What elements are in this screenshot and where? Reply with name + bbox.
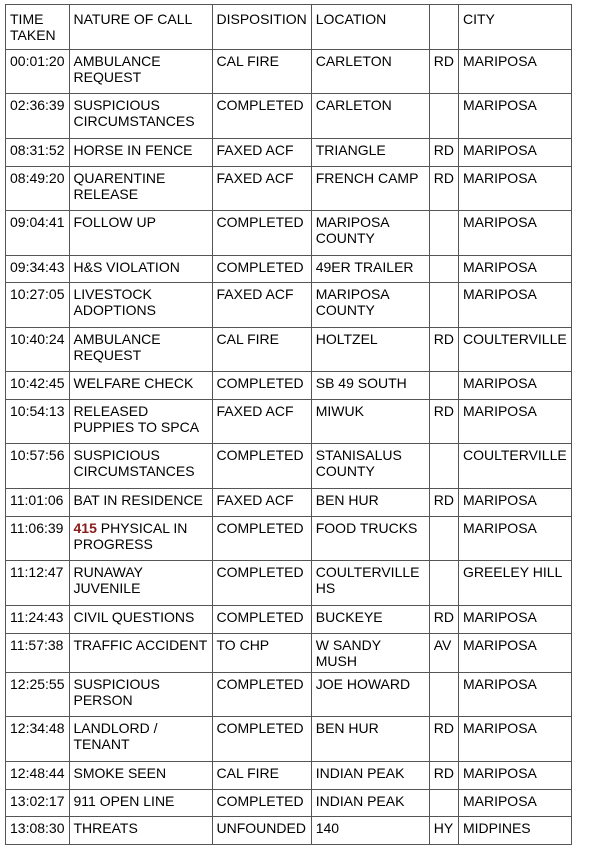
cell-city: MARIPOSA — [458, 211, 571, 256]
table-row — [6, 167, 572, 211]
cell-disposition: FAXED ACF — [212, 489, 311, 517]
cell-city: MARIPOSA — [458, 94, 571, 139]
table-row — [6, 517, 572, 561]
cell-time-taken: 10:27:05 — [6, 283, 70, 328]
header-city: CITY — [458, 5, 571, 50]
cell-time-taken: 12:48:44 — [6, 762, 70, 790]
table-row — [6, 790, 572, 817]
header-disposition: DISPOSITION — [212, 5, 311, 50]
table-row — [6, 762, 572, 790]
cell-nature-of-call: LIVESTOCK ADOPTIONS — [69, 283, 212, 328]
table-row — [6, 561, 572, 606]
cell-street-suffix — [429, 444, 458, 489]
table-row — [6, 673, 572, 717]
cell-location: COULTERVILLE HS — [311, 561, 429, 606]
table-row — [6, 328, 572, 372]
cell-nature-of-call: FOLLOW UP — [69, 211, 212, 256]
cell-time-taken: 11:12:47 — [6, 561, 70, 606]
cell-street-suffix — [429, 94, 458, 139]
cell-location: MARIPOSA COUNTY — [311, 283, 429, 328]
cell-nature-of-call: SUSPICIOUS PERSON — [69, 673, 212, 717]
cell-city: MARIPOSA — [458, 634, 571, 673]
cell-nature-of-call: SUSPICIOUS CIRCUMSTANCES — [69, 94, 212, 139]
table-row — [6, 50, 572, 94]
cell-time-taken: 11:01:06 — [6, 489, 70, 517]
header-time-taken: TIME TAKEN — [6, 5, 70, 50]
cell-location: SB 49 SOUTH — [311, 372, 429, 400]
nature-text: PHYSICAL IN PROGRESS — [73, 520, 188, 552]
cell-time-taken: 09:34:43 — [6, 256, 70, 283]
cell-time-taken: 09:04:41 — [6, 211, 70, 256]
cell-city: MARIPOSA — [458, 762, 571, 790]
cell-location: INDIAN PEAK — [311, 790, 429, 817]
cell-location: FRENCH CAMP — [311, 167, 429, 211]
cell-location: CARLETON — [311, 50, 429, 94]
table-row — [6, 372, 572, 400]
cell-location: W SANDY MUSH — [311, 634, 429, 673]
table-row — [6, 817, 572, 845]
cell-disposition: COMPLETED — [212, 256, 311, 283]
cell-location: 49ER TRAILER — [311, 256, 429, 283]
cell-street-suffix: AV — [429, 634, 458, 673]
cell-city: GREELEY HILL — [458, 561, 571, 606]
cell-disposition: COMPLETED — [212, 211, 311, 256]
cell-nature-of-call: AMBULANCE REQUEST — [69, 328, 212, 372]
cell-city: MARIPOSA — [458, 790, 571, 817]
cell-street-suffix: RD — [429, 400, 458, 444]
cell-city: MARIPOSA — [458, 489, 571, 517]
cell-street-suffix — [429, 790, 458, 817]
cell-city: MARIPOSA — [458, 717, 571, 762]
cell-location: STANISALUS COUNTY — [311, 444, 429, 489]
table-row — [6, 256, 572, 283]
call-log-table — [5, 4, 572, 845]
cell-disposition: CAL FIRE — [212, 762, 311, 790]
header-street-suffix — [429, 5, 458, 50]
cell-location: MIWUK — [311, 400, 429, 444]
table-row — [6, 717, 572, 762]
cell-time-taken: 11:24:43 — [6, 606, 70, 634]
table-row — [6, 400, 572, 444]
cell-location: TRIANGLE — [311, 139, 429, 167]
cell-city: MARIPOSA — [458, 139, 571, 167]
cell-nature-of-call: H&S VIOLATION — [69, 256, 212, 283]
header-location: LOCATION — [311, 5, 429, 50]
cell-street-suffix: RD — [429, 717, 458, 762]
cell-disposition: CAL FIRE — [212, 328, 311, 372]
table-row — [6, 444, 572, 489]
cell-street-suffix — [429, 211, 458, 256]
cell-street-suffix — [429, 517, 458, 561]
header-row — [6, 5, 572, 50]
cell-disposition: COMPLETED — [212, 673, 311, 717]
cell-disposition: FAXED ACF — [212, 400, 311, 444]
cell-street-suffix — [429, 561, 458, 606]
cell-time-taken: 08:31:52 — [6, 139, 70, 167]
call-log-body — [6, 50, 572, 845]
cell-nature-of-call: SMOKE SEEN — [69, 762, 212, 790]
cell-street-suffix: RD — [429, 139, 458, 167]
cell-time-taken: 12:25:55 — [6, 673, 70, 717]
cell-time-taken: 10:42:45 — [6, 372, 70, 400]
cell-time-taken: 11:06:39 — [6, 517, 70, 561]
cell-street-suffix: RD — [429, 606, 458, 634]
cell-city: MARIPOSA — [458, 167, 571, 211]
cell-nature-of-call: CIVIL QUESTIONS — [69, 606, 212, 634]
cell-city: MARIPOSA — [458, 283, 571, 328]
cell-disposition: COMPLETED — [212, 444, 311, 489]
cell-time-taken: 10:40:24 — [6, 328, 70, 372]
cell-disposition: COMPLETED — [212, 790, 311, 817]
cell-location: 140 — [311, 817, 429, 845]
cell-city: MARIPOSA — [458, 256, 571, 283]
cell-city: MARIPOSA — [458, 400, 571, 444]
cell-disposition: CAL FIRE — [212, 50, 311, 94]
cell-disposition: COMPLETED — [212, 517, 311, 561]
cell-time-taken: 11:57:38 — [6, 634, 70, 673]
cell-street-suffix — [429, 372, 458, 400]
cell-disposition: FAXED ACF — [212, 167, 311, 211]
call-code: 415 — [73, 520, 97, 536]
cell-city: MIDPINES — [458, 817, 571, 845]
header-nature-of-call: NATURE OF CALL — [69, 5, 212, 50]
cell-street-suffix — [429, 256, 458, 283]
cell-nature-of-call: HORSE IN FENCE — [69, 139, 212, 167]
cell-nature-of-call: AMBULANCE REQUEST — [69, 50, 212, 94]
cell-time-taken: 10:54:13 — [6, 400, 70, 444]
table-row — [6, 634, 572, 673]
cell-disposition: FAXED ACF — [212, 283, 311, 328]
cell-disposition: TO CHP — [212, 634, 311, 673]
cell-disposition: FAXED ACF — [212, 139, 311, 167]
cell-nature-of-call: BAT IN RESIDENCE — [69, 489, 212, 517]
table-row — [6, 139, 572, 167]
cell-city: MARIPOSA — [458, 372, 571, 400]
cell-street-suffix: RD — [429, 167, 458, 211]
cell-time-taken: 02:36:39 — [6, 94, 70, 139]
cell-location: JOE HOWARD — [311, 673, 429, 717]
cell-location: BEN HUR — [311, 717, 429, 762]
table-row — [6, 283, 572, 328]
table-row — [6, 606, 572, 634]
cell-nature-of-call: LANDLORD / TENANT — [69, 717, 212, 762]
cell-street-suffix: RD — [429, 328, 458, 372]
cell-disposition: COMPLETED — [212, 372, 311, 400]
cell-city: MARIPOSA — [458, 517, 571, 561]
table-row — [6, 94, 572, 139]
cell-time-taken: 10:57:56 — [6, 444, 70, 489]
cell-location: BEN HUR — [311, 489, 429, 517]
cell-street-suffix: RD — [429, 50, 458, 94]
cell-nature-of-call: SUSPICIOUS CIRCUMSTANCES — [69, 444, 212, 489]
cell-city: MARIPOSA — [458, 50, 571, 94]
cell-nature-of-call: RELEASED PUPPIES TO SPCA — [69, 400, 212, 444]
cell-city: MARIPOSA — [458, 606, 571, 634]
cell-time-taken: 13:08:30 — [6, 817, 70, 845]
cell-city: COULTERVILLE — [458, 328, 571, 372]
cell-disposition: UNFOUNDED — [212, 817, 311, 845]
cell-nature-of-call — [69, 517, 212, 561]
cell-street-suffix: RD — [429, 489, 458, 517]
cell-location: INDIAN PEAK — [311, 762, 429, 790]
cell-nature-of-call: WELFARE CHECK — [69, 372, 212, 400]
cell-disposition: COMPLETED — [212, 561, 311, 606]
cell-location: HOLTZEL — [311, 328, 429, 372]
cell-disposition: COMPLETED — [212, 717, 311, 762]
cell-location: BUCKEYE — [311, 606, 429, 634]
cell-nature-of-call: QUARENTINE RELEASE — [69, 167, 212, 211]
cell-disposition: COMPLETED — [212, 94, 311, 139]
cell-nature-of-call: THREATS — [69, 817, 212, 845]
cell-nature-of-call: RUNAWAY JUVENILE — [69, 561, 212, 606]
cell-city: COULTERVILLE — [458, 444, 571, 489]
cell-location: MARIPOSA COUNTY — [311, 211, 429, 256]
cell-street-suffix: HY — [429, 817, 458, 845]
cell-location: CARLETON — [311, 94, 429, 139]
cell-nature-of-call: 911 OPEN LINE — [69, 790, 212, 817]
cell-location: FOOD TRUCKS — [311, 517, 429, 561]
cell-time-taken: 08:49:20 — [6, 167, 70, 211]
cell-city: MARIPOSA — [458, 673, 571, 717]
cell-disposition: COMPLETED — [212, 606, 311, 634]
cell-street-suffix: RD — [429, 762, 458, 790]
cell-time-taken: 13:02:17 — [6, 790, 70, 817]
cell-time-taken: 12:34:48 — [6, 717, 70, 762]
cell-time-taken: 00:01:20 — [6, 50, 70, 94]
table-row — [6, 211, 572, 256]
table-row — [6, 489, 572, 517]
cell-street-suffix — [429, 673, 458, 717]
cell-street-suffix — [429, 283, 458, 328]
cell-nature-of-call: TRAFFIC ACCIDENT — [69, 634, 212, 673]
